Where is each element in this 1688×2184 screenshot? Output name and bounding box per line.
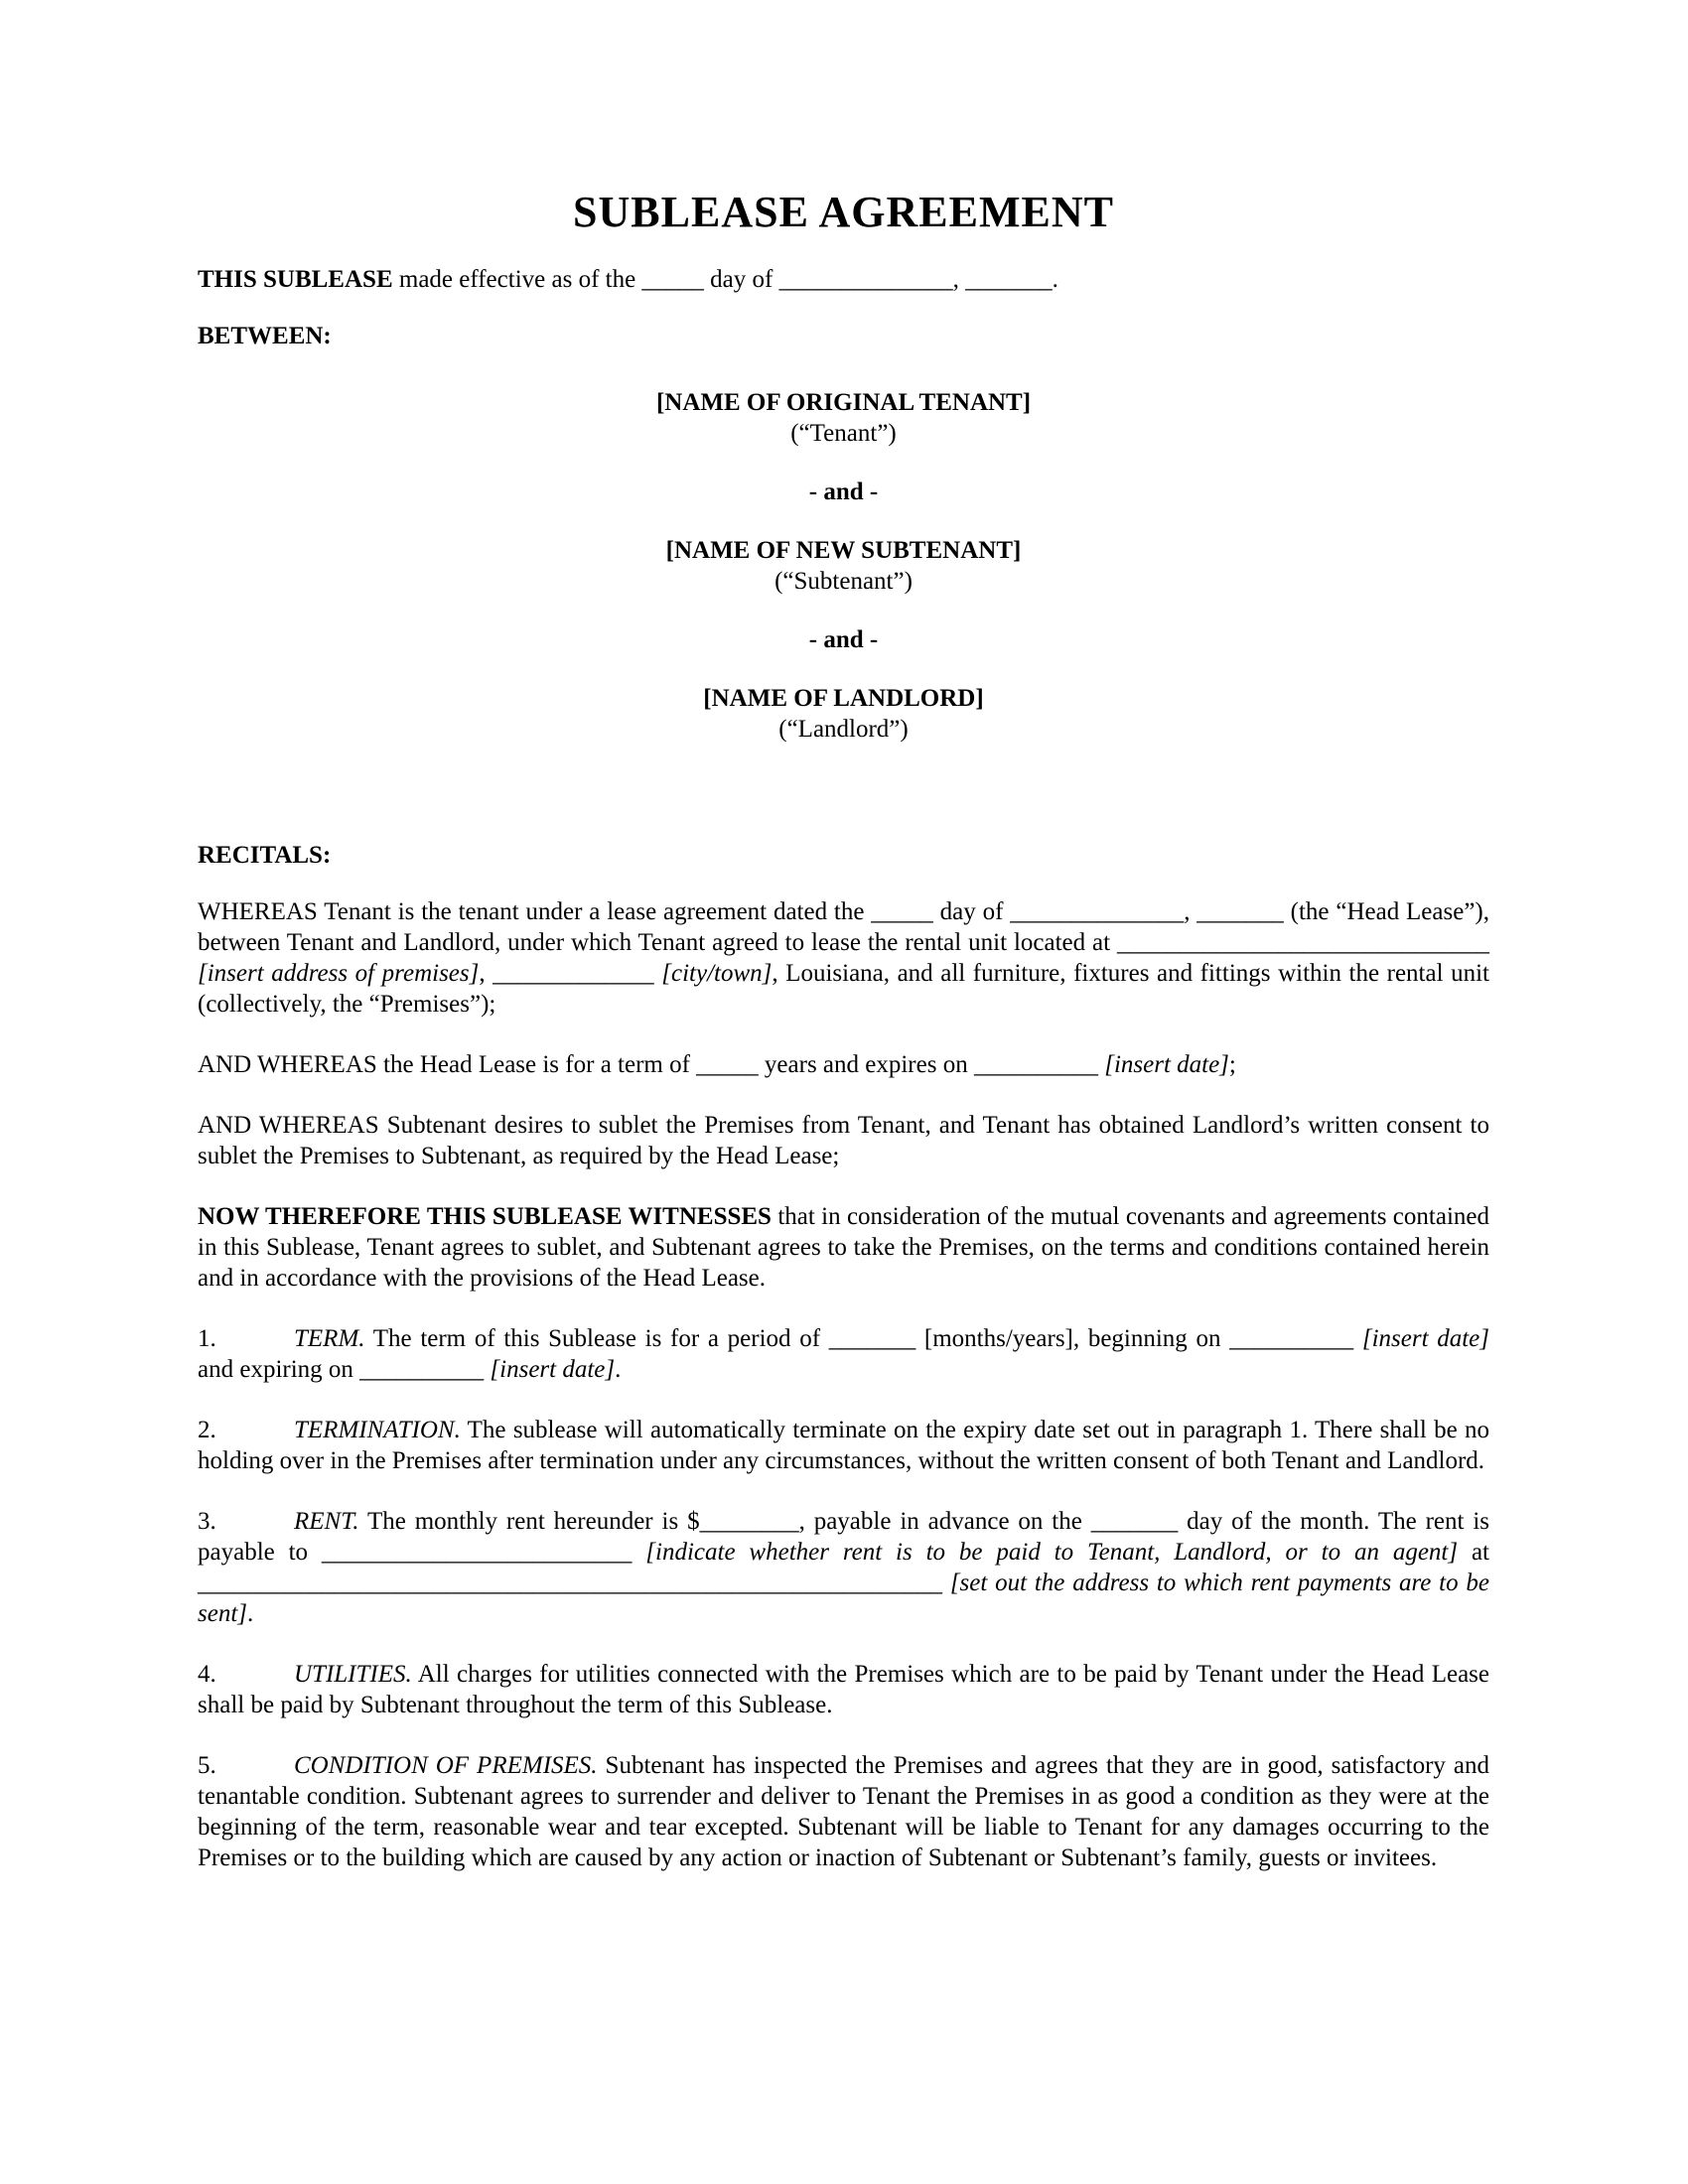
party-name: [NAME OF NEW SUBTENANT] <box>665 537 1022 564</box>
clause-number: 5. <box>198 1752 216 1779</box>
recital-whereas-consent: AND WHEREAS Subtenant desires to sublet the Premises from Tenant, and Tenant has obtained Landlord’s written consent to sublet the Premises to Subtenant, as required by the Head Lease; <box>198 1112 1489 1169</box>
clause-term <box>198 1323 1489 1385</box>
clause-body: RENT. The monthly rent hereunder is $________, payable in advance on the _______ day of the month. The rent is payable to _________________________ [indicate whether rent is to be paid to Tenant, Landlord, or to an agent] at ____________________________________________________________ [set out the address to which rent payments are to be sent]. <box>198 1508 1490 1627</box>
intro-clause: THIS SUBLEASE made effective as of the _____ day of ______________, _______. <box>198 266 1058 293</box>
clause-body: CONDITION OF PREMISES. Subtenant has inspected the Premises and agrees that they are in good, satisfactory and tenantable condition. Subtenant agrees to surrender and deliver to Tenant the Premises in as good a condition as they were at the beginning of the term, reasonable wear and tear excepted. Subtenant will be liable to Tenant for any damages occurring to the Premises or to the building which are caused by any action or inaction of Subtenant or Subtenant’s family, guests or invitees. <box>198 1752 1489 1871</box>
clause-body: UTILITIES. All charges for utilities connected with the Premises which are to be paid by Tenant under the Head Lease shall be paid by Subtenant throughout the term of this Sublease. <box>198 1661 1489 1718</box>
recital-whereas-term: AND WHEREAS the Head Lease is for a term of _____ years and expires on __________ [insert date]; <box>198 1051 1236 1078</box>
party-original-tenant <box>198 387 1489 449</box>
clause-number: 1. <box>198 1325 216 1352</box>
party-alias: (“Landlord”) <box>778 716 909 743</box>
and-separator: - and - <box>808 478 879 505</box>
clause-body: TERMINATION. The sublease will automatically terminate on the expiry date set out in paragraph 1. There shall be no holding over in the Premises after termination under any circumstances, without the written consent of both Tenant and Landlord. <box>198 1417 1489 1474</box>
clause-body: TERM. The term of this Sublease is for a period of _______ [months/years], beginning on __________ [insert date] and expiring on __________ [insert date]. <box>198 1325 1489 1383</box>
clause-number: 2. <box>198 1417 216 1443</box>
clause-condition-of-premises <box>198 1750 1489 1873</box>
clause-termination <box>198 1415 1489 1476</box>
clause-rent <box>198 1506 1489 1629</box>
clause-utilities <box>198 1659 1489 1720</box>
party-landlord <box>198 683 1489 745</box>
document-title: SUBLEASE AGREEMENT <box>573 188 1114 236</box>
clause-number: 3. <box>198 1508 216 1535</box>
between-label: BETWEEN: <box>198 323 332 349</box>
recital-now-therefore: NOW THEREFORE THIS SUBLEASE WITNESSES that in consideration of the mutual covenants and agreements contained in this Sublease, Tenant agrees to sublet, and Subtenant agrees to take the Premises, on the terms and conditions contained herein and in accordance with the provisions of the Head Lease. <box>198 1203 1489 1292</box>
clause-number: 4. <box>198 1661 216 1688</box>
recitals-label: RECITALS: <box>198 842 332 869</box>
recital-whereas-head-lease: WHEREAS Tenant is the tenant under a lease agreement dated the _____ day of ______________, _______ (the “Head Lease”), between Tenant and Landlord, under which Tenant agreed to lease the rental unit located at ______________________________ [insert address of premises], _____________ [city/town], Louisiana, and all furniture, fixtures and fittings within the rental unit (collectively, the “Premises”); <box>198 898 1489 1018</box>
party-alias: (“Tenant”) <box>790 420 897 447</box>
party-alias: (“Subtenant”) <box>774 568 913 595</box>
party-new-subtenant <box>198 535 1489 597</box>
party-name: [NAME OF LANDLORD] <box>703 685 984 712</box>
party-name: [NAME OF ORIGINAL TENANT] <box>655 389 1032 416</box>
and-separator: - and - <box>808 626 879 653</box>
